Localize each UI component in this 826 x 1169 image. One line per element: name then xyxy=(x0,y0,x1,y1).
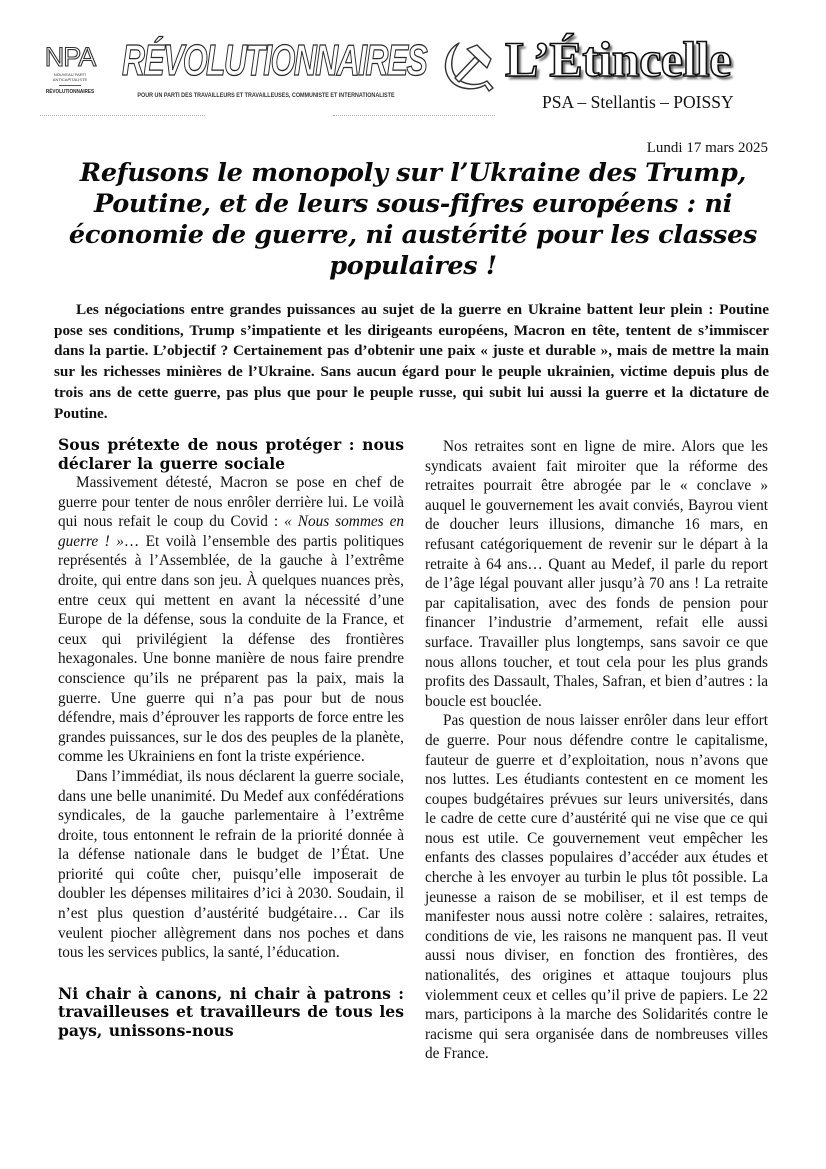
body-paragraph xyxy=(58,473,404,767)
column-left xyxy=(58,436,404,1040)
revolutionnaires-title: RÉVOLUTIONNAIRES xyxy=(122,36,427,85)
column-right xyxy=(425,437,768,1064)
npa-logo-letters: NPA xyxy=(44,42,96,72)
article-lead: Les négociations entre grandes puissances au sujet de la guerre en Ukraine battent leur plein : Poutine pose ses conditions, Trump s’impatiente et les dirigeants européens, Macron en tête, tentent de s’immiscer dans la partie. L’objectif ? Certainement pas d’obtenir une paix « juste et durable », mais de mettre la main sur les richesses minières de l’Ukraine. Sans aucun égard pour le peuple ukrainien, victime depuis plus de trois ans de cette guerre, pas plus que pour le peuple russe, qui subit lui aussi la guerre et la dictature de Poutine. xyxy=(54,301,769,422)
section-title: Sous prétexte de nous protéger : nous déclarer la guerre sociale xyxy=(58,435,404,473)
quote: « Nous sommes en guerre ! » xyxy=(58,513,405,550)
revolutionnaires-tagline: POUR UN PARTI DES TRAVAILLEURS ET TRAVAILLEUSES, COMMUNISTE ET INTERNATIONALISTE xyxy=(137,92,395,99)
npa-logo-subtitle xyxy=(40,73,100,82)
etincelle-subtitle: PSA – Stellantis – POISSY xyxy=(542,92,734,112)
npa-logo xyxy=(40,44,100,104)
npa-logo-faction: RÉVOLUTIONNAIRES xyxy=(45,89,95,95)
revolutionnaires-banner xyxy=(122,36,427,102)
npa-logo-subtitle-line2: ANTICAPITALISTE xyxy=(52,76,88,82)
npa-logo-subtitle-line1: NOUVEAU PARTI xyxy=(53,72,87,77)
body-paragraph: Pas question de nous laisser enrôler dans leur effort de guerre. Pour nous défendre contre le capitalisme, fauteur de guerre et d’exploitation, nous n’avons que nos luttes. Les étudiants contestent en ce moment les coupes budgétaires prévues sur leurs universités, dans le cadre de cette cure d’austérité qui ne vise que ce qui nous est utile. Ce gouvernement veut empêcher les enfants des classes populaires d’accéder aux études et cherche à les envoyer au turbin le plus tôt possible. La jeunesse a raison de se mobiliser, et il est temps de manifester nous aussi notre colère : salaires, retraites, conditions de vie, les raisons ne manquent pas. Il veut aussi nous diviser, en fonction des frontières, des nationalités, des origines et attaque toujours plus violemment ceux et celles qu’il prive de papiers. Le 22 mars, participons à la marche des Solidarités contre le racisme qui sera organisée dans de nombreuses villes de France. xyxy=(425,712,768,1063)
etincelle-title: L’Étincelle xyxy=(505,31,731,87)
issue-date: Lundi 17 mars 2025 xyxy=(646,140,768,156)
paragraph-text: Massivement détesté, Macron se pose en chef de guerre pour tenter de nous enrôler derrière lui. Le voilà qui nous refait le coup du Covid : xyxy=(58,474,404,531)
etincelle-masthead xyxy=(437,33,797,113)
body-paragraph: Dans l’immédiat, ils nous déclarent la guerre sociale, dans une belle unanimité. Du Medef aux confédérations syndicales, de la gauche parlementaire à l’extrême droite, tous entonnent le refrain de la priorité donnée à la défense nationale dans le budget de l’État. Une priorité qui coûte cher, puisqu’elle imposerait de doubler les dépenses militaires d’ici à 2030. Soudain, il n’est plus question d’austérité budgétaire… Car ils veulent piocher allègrement dans nos poches et dans tous les services publics, la santé, l’éducation. xyxy=(58,767,404,962)
paragraph-text: … Et voilà l’ensemble des partis politiques représentés à l’Assemblée, de la gauche à l’extrême droite, qui entre dans son jeu. À quelques nuances près, entre ceux qui mettent en avant la nécessité d’une Europe de la défense, sous la conduite de la France, et ceux qui privilégient la défense des frontières hexagonales. Une bonne manière de nous faire prendre conscience qu’ils ne préparent pas la paix, mais la guerre. Une guerre qui n’a pas pour but de nous défendre, mais d’éprouver les rapports de force entre les grandes puissances, sur le dos des peuples de la planète, comme les Ukrainiens en font la triste expérience. xyxy=(58,532,404,766)
dotted-divider-left xyxy=(40,115,205,116)
body-paragraph: Nos retraites sont en ligne de mire. Alors que les syndicats avaient fait miroiter que la réforme des retraites pourrait être abrogée par le « conclave » auquel le gouvernement les avait conviés, Bayrou vient de doucher leurs illusions, dimanche 16 mars, en refusant catégoriquement de revenir sur le départ à la retraite à 64 ans… Quant au Medef, il parle du report de l’âge légal pouvant aller jusqu’à 70 ans ! La retraite par capitalisation, avec des fonds de pension pour financer l’industrie d’armement, refait elle aussi surface. Travailler plus longtemps, sans savoir ce que nous allons toucher, et tout cela pour les plus grands profits des Dassault, Thales, Safran, et bien d’autres : la boucle est bouclée. xyxy=(425,438,768,710)
dotted-divider-right xyxy=(333,115,495,116)
section-title: Ni chair à canons, ni chair à patrons : travailleuses et travailleurs de tous les pays, unissons-nous xyxy=(58,983,404,1040)
hammer-and-sickle-icon xyxy=(437,35,497,95)
article-headline: Refusons le monopoly sur l’Ukraine des Trump, Poutine, et de leurs sous-fifres européens : ni économie de guerre, ni austérité pour les classes populaires ! xyxy=(68,158,758,281)
npa-logo-divider xyxy=(59,85,81,86)
